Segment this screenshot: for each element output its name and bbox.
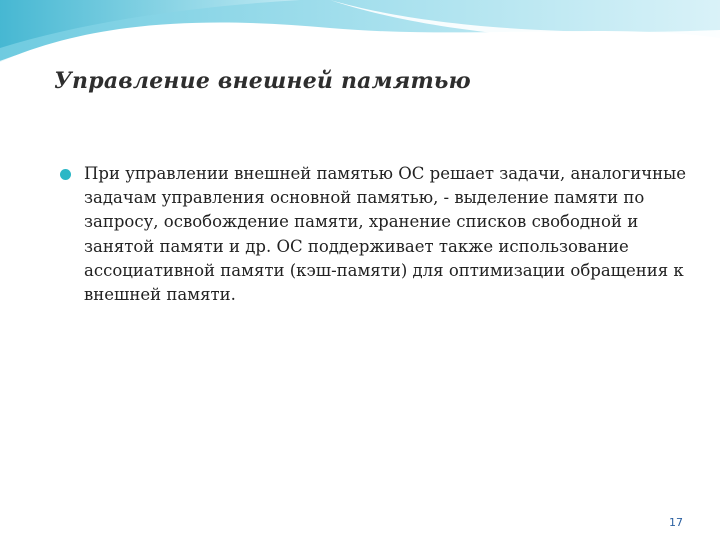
slide-content (60, 162, 690, 307)
page-number: 17 (669, 516, 683, 529)
bullet-text: При управлении внешней памятью ОС решает задачи, аналогичные задачам управления основной памятью, - выделение памяти по запросу, освобождение памяти, хранение списков свободной и занятой памяти и др. ОС поддерживает также использование ассоциативной памяти (кэш-памяти) для оптимизации обращения к внешней памяти. (84, 164, 687, 305)
slide-title: Управление внешней памятью (54, 68, 471, 94)
bullet-dot-icon (60, 169, 71, 180)
bullet-item (60, 162, 690, 307)
